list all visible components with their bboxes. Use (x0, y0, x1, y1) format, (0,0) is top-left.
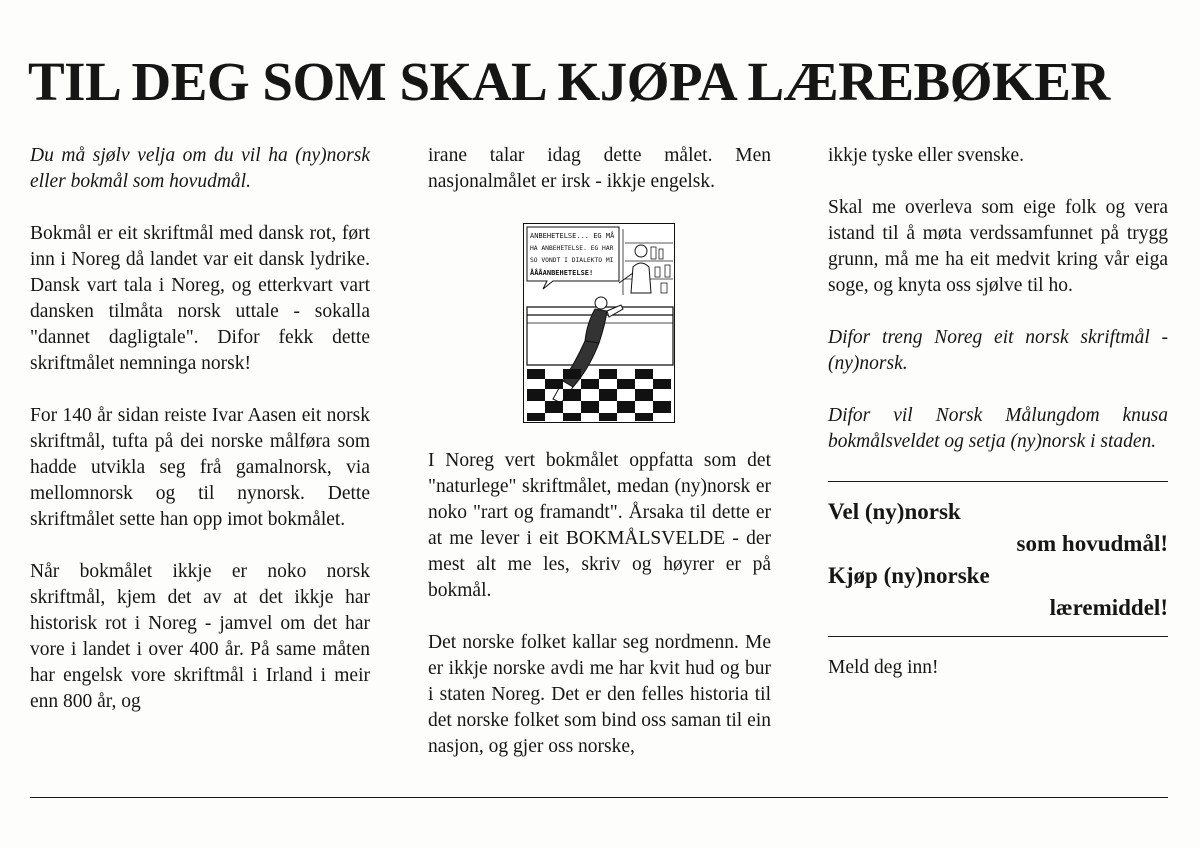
page-headline: TIL DEG SOM SKAL KJØPA LÆREBØKER (28, 51, 1110, 112)
join-call-to-action: Meld deg inn! (828, 657, 939, 678)
paragraph-maalungdom: Difor vil Norsk Målungdom knusa bokmålsveldet og setja (ny)norsk i staden. (828, 405, 1168, 452)
bubble-line-2: HA ANBEHETELSE. EG HAR (530, 245, 614, 252)
paragraph-survive: Skal me overleva som eige folk og vera istand til å møta verdssamfunnet på trygg grunn, må me ha eit medvit kring vår eiga soge, og knyta oss sjølve til ho. (828, 197, 1168, 296)
bubble-line-1: ANBEHETELSE... EG MÅ (530, 232, 615, 240)
bubble-line-3: SO VONDT I DIALEKTO MI (530, 257, 614, 264)
paragraph-bokmalsvelde: I Noreg vert bokmålet oppfatta som det "naturlege" skriftmålet, medan (ny)norsk er noko "rart og framandt". Årsaka til dette er at me lever i eit BOKMÅLSVELDE - der mest alt me les, skriv og høyrer er på bokmål. (428, 450, 771, 601)
speech-bubble (527, 227, 619, 289)
paragraph-bokmal-origin: Bokmål er eit skriftmål med dansk rot, ført inn i Noreg då landet var eit dansk lydrike. Dansk vart tala i Noreg, og etterkvart vart dansken tilmåta norsk uttale - sokalla "dannet dagligtale". Difor fekk dette skriftmålet nemninga norsk! (30, 223, 370, 374)
paragraph-need-nynorsk: Difor treng Noreg eit norsk skriftmål - (ny)norsk. (828, 327, 1168, 374)
paragraph-norwegian-people: Det norske folket kallar seg nordmenn. Me er ikkje norske avdi me har kvit hud og bur i staten Noreg. Det er den felles historia til det norske folket som bind oss saman til ein nasjon, og gjer oss norske, (428, 632, 771, 757)
column-2 (428, 143, 771, 760)
bubble-line-4: ÅÅÅANBEHETELSE! (530, 269, 594, 277)
paragraph-irish: irane talar idag dette målet. Men nasjonalmålet er irsk - ikkje engelsk. (428, 145, 771, 192)
divider-bottom (828, 636, 1168, 637)
paragraph-historic-root: Når bokmålet ikkje er noko norsk skriftmål, kjem det av at det ikkje har historisk rot i Noreg - jamvel om det har vore i landet i over 400 år. På same måten har engelsk vore skriftmål i Irland i meir enn 800 år, og (30, 561, 370, 712)
paragraph-not-german: ikkje tyske eller svenske. (828, 145, 1025, 166)
slogan-line-4: læremiddel! (1049, 595, 1168, 620)
divider-top (828, 481, 1168, 482)
slogan-block (828, 496, 1168, 624)
paragraph-ivar-aasen: For 140 år sidan reiste Ivar Aasen eit norsk skriftmål, tufta på dei norske målføra som hadde utvikla seg frå gamalnorsk, via mellomnorsk og til nynorsk. Dette skriftmålet sette han opp imot bokmålet. (30, 405, 370, 530)
slogan-line-3: Kjøp (ny)norske (828, 563, 990, 588)
page-bottom-rule (30, 797, 1168, 798)
column-3 (828, 143, 1168, 681)
column-1 (30, 143, 370, 715)
cartoon-illustration (523, 223, 675, 423)
intro-paragraph: Du må sjølv velja om du vil ha (ny)norsk eller bokmål som hovudmål. (30, 145, 370, 192)
slogan-line-2: som hovudmål! (1016, 531, 1168, 556)
slogan-line-1: Vel (ny)norsk (828, 499, 961, 524)
